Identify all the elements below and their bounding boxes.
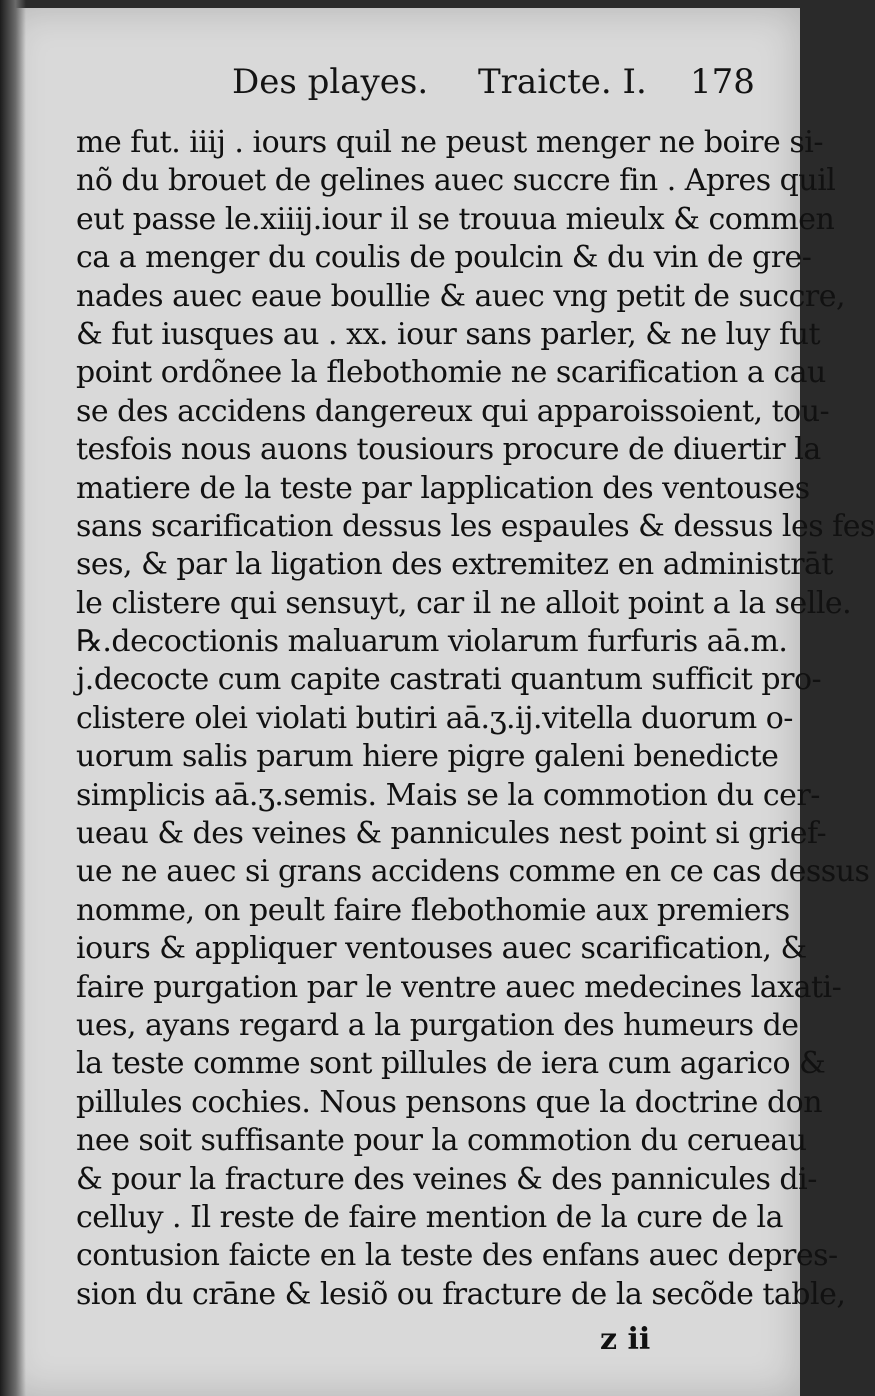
- text-line: simplicis aā.ʒ.semis. Mais se la commotion du cer-: [76, 777, 820, 813]
- text-line: ca a menger du coulis de poulcin & du vin de gre-: [76, 240, 812, 276]
- text-line: sans scarification dessus les espaules & dessus les fes: [76, 508, 875, 544]
- text-line: ℞.decoctionis maluarum violarum furfuris aā.m.: [76, 624, 788, 660]
- text-line: ues, ayans regard a la purgation des humeurs de: [76, 1007, 799, 1043]
- running-header: [0, 62, 800, 112]
- text-line: se des accidens dangereux qui apparoissoient, tou-: [76, 393, 830, 429]
- text-line: nee soit suffisante pour la commotion du cerueau: [76, 1123, 807, 1159]
- text-line: ueau & des veines & pannicules nest point si grief-: [76, 816, 827, 852]
- text-line: contusion faicte en la teste des enfans auec depres-: [76, 1238, 838, 1274]
- page-number: 178: [690, 62, 755, 102]
- text-line: j.decocte cum capite castrati quantum sufficit pro-: [76, 662, 822, 698]
- text-line: la teste comme sont pillules de iera cum agarico &: [76, 1046, 826, 1082]
- text-line: ue ne auec si grans accidens comme en ce cas dessus: [76, 854, 870, 890]
- text-line: point ordõnee la flebothomie ne scarification a cau: [76, 355, 826, 391]
- text-line: ses, & par la ligation des extremitez en administrāt: [76, 547, 833, 583]
- page-gutter-shadow: [0, 0, 26, 1396]
- text-line: nades auec eaue boullie & auec vng petit de succre,: [76, 278, 846, 314]
- text-line: matiere de la teste par lapplication des ventouses: [76, 470, 810, 506]
- text-line: faire purgation par le ventre auec medecines laxati-: [76, 969, 842, 1005]
- text-line: nomme, on peult faire flebothomie aux premiers: [76, 892, 790, 928]
- signature-mark: z ii: [600, 1322, 651, 1357]
- text-line: clistere olei violati butiri aā.ʒ.ij.vitella duorum o-: [76, 700, 793, 736]
- text-line: le clistere qui sensuyt, car il ne alloit point a la selle.: [76, 585, 852, 621]
- text-line: me fut. iiij . iours quil ne peust menger ne boire si-: [76, 125, 823, 160]
- text-line: tesfois nous auons tousiours procure de diuertir la: [76, 432, 821, 468]
- text-line: nõ du brouet de gelines auec succre fin . Apres quil: [76, 163, 836, 199]
- text-line: & fut iusques au . xx. iour sans parler, & ne luy fut: [76, 316, 821, 352]
- text-line: pillules cochies. Nous pensons que la doctrine don: [76, 1084, 823, 1120]
- text-line: sion du crāne & lesiõ ou fracture de la secõde table,: [76, 1276, 846, 1312]
- text-line: celluy . Il reste de faire mention de la cure de la: [76, 1199, 783, 1235]
- body-text: [76, 124, 875, 1314]
- text-line: & pour la fracture des veines & des pannicules di-: [76, 1161, 817, 1197]
- header-title: Des playes.: [232, 62, 429, 102]
- text-line: uorum salis parum hiere pigre galeni benedicte: [76, 739, 779, 775]
- header-section: Traicte. I.: [478, 62, 647, 102]
- text-line: eut passe le.xiiij.iour il se trouua mieulx & commen: [76, 201, 835, 237]
- text-line: iours & appliquer ventouses auec scarification, &: [76, 931, 807, 967]
